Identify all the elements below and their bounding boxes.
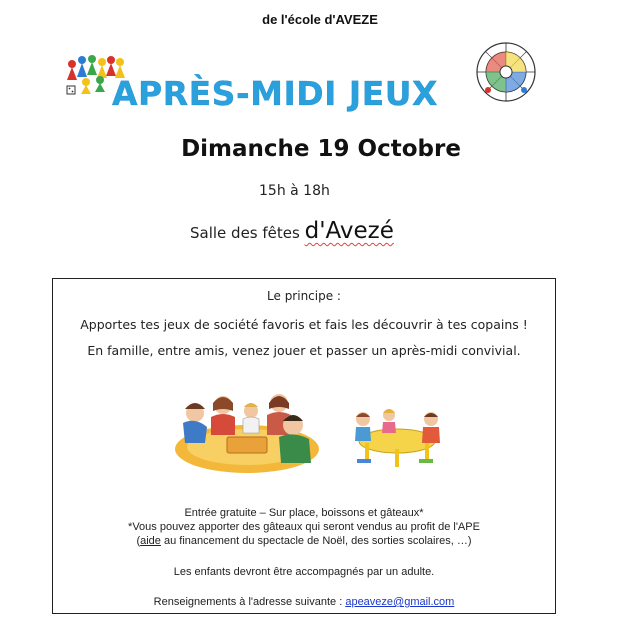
event-time: 15h à 18h bbox=[259, 183, 330, 199]
details-box bbox=[52, 278, 556, 614]
venue-prefix: Salle des fêtes bbox=[190, 224, 300, 242]
contact-email-link[interactable]: apeaveze@gmail.com bbox=[345, 596, 455, 608]
family-playing-illustration bbox=[165, 387, 325, 477]
entry-info: Entrée gratuite – Sur place, boissons et gâteaux* bbox=[184, 507, 424, 519]
aid-rest: au financement du spectacle de Noël, des sorties scolaires, …) bbox=[160, 535, 472, 547]
venue-place: d'Avezé bbox=[304, 218, 394, 244]
event-venue bbox=[190, 218, 394, 244]
event-title: APRÈS-MIDI JEUX bbox=[112, 74, 438, 113]
kids-playing-illustration bbox=[349, 405, 445, 471]
school-line: de l'école d'AVEZE bbox=[262, 12, 378, 27]
adults-info: Les enfants devront être accompagnés par un adulte. bbox=[173, 566, 435, 578]
contact-info bbox=[53, 596, 555, 608]
aid-word: aide bbox=[140, 535, 161, 547]
principle-line-2: En famille, entre amis, venez jouer et passer un après-midi convivial. bbox=[87, 343, 521, 358]
cakes-info: *Vous pouvez apporter des gâteaux qui seront vendus au profit de l'APE bbox=[128, 521, 480, 533]
principle-line-1: Apportes tes jeux de société favoris et fais les découvrir à tes copains ! bbox=[80, 317, 528, 332]
event-date: Dimanche 19 Octobre bbox=[181, 136, 461, 162]
aid-info: (aide au financement du spectacle de Noël, des sorties scolaires, …) bbox=[136, 535, 472, 547]
board-game-icon bbox=[474, 40, 538, 104]
principle-heading: Le principe : bbox=[267, 289, 341, 303]
contact-label: Renseignements à l'adresse suivante : bbox=[153, 596, 346, 608]
